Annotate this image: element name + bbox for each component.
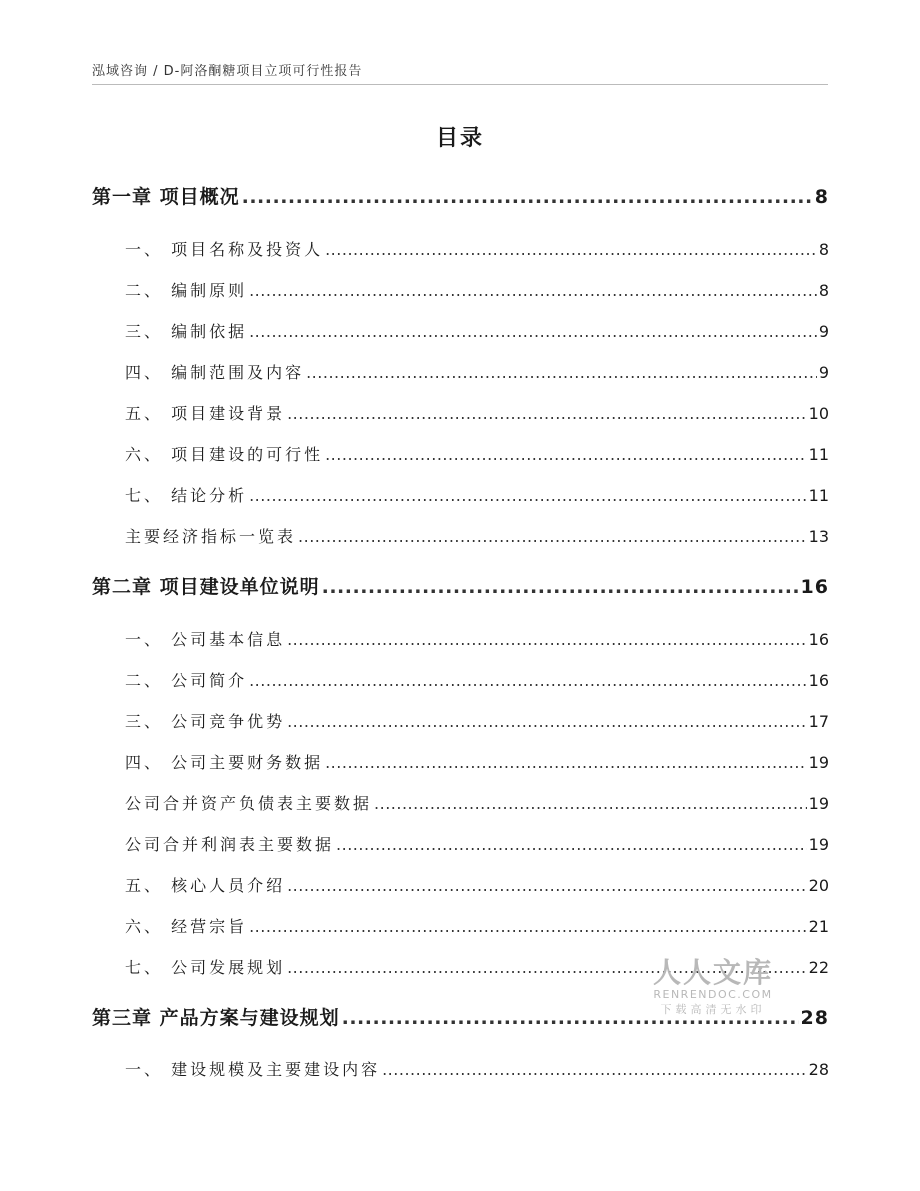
toc-entry-label: 第三章 产品方案与建设规划 — [92, 1007, 340, 1029]
toc-entry-page: 11 — [808, 445, 829, 464]
toc-entry-label: 二、 编制原则 — [125, 281, 248, 300]
toc-section[interactable] — [125, 442, 829, 465]
toc-section[interactable] — [125, 791, 829, 814]
toc-entry-page: 20 — [808, 876, 829, 895]
dot-leader — [249, 322, 817, 341]
toc-entry-page: 11 — [808, 486, 829, 505]
toc-entry-label: 第一章 项目概况 — [92, 186, 240, 208]
toc-entry-page: 8 — [814, 186, 829, 208]
dot-leader — [325, 753, 807, 772]
toc-entry-page: 13 — [808, 527, 829, 546]
toc-entry-label: 六、 经营宗旨 — [125, 917, 248, 936]
toc-section[interactable] — [125, 1057, 829, 1080]
toc-entry-label: 七、 结论分析 — [125, 486, 248, 505]
watermark-url: RENRENDOC.COM — [653, 988, 773, 1001]
toc-section[interactable] — [125, 278, 829, 301]
dot-leader — [249, 671, 807, 690]
toc-chapter-1[interactable] — [92, 182, 829, 209]
toc-section[interactable] — [125, 668, 829, 691]
toc-section[interactable] — [125, 750, 829, 773]
dot-leader — [374, 794, 807, 813]
toc-section[interactable] — [125, 709, 829, 732]
dot-leader — [287, 876, 807, 895]
toc-entry-label: 主要经济指标一览表 — [125, 527, 297, 546]
toc-entry-page: 17 — [808, 712, 829, 731]
dot-leader — [325, 445, 807, 464]
toc-entry-label: 三、 编制依据 — [125, 322, 248, 341]
toc-section[interactable] — [125, 360, 829, 383]
dot-leader — [298, 527, 807, 546]
toc-entry-label: 五、 项目建设背景 — [125, 404, 286, 423]
toc-entry-page: 21 — [808, 917, 829, 936]
toc-entry-page: 22 — [808, 958, 829, 977]
toc-entry-label: 第二章 项目建设单位说明 — [92, 576, 320, 598]
toc-section[interactable] — [125, 914, 829, 937]
toc-entry-page: 28 — [800, 1007, 829, 1029]
toc-title: 目录 — [435, 126, 484, 151]
toc-entry-page: 16 — [808, 630, 829, 649]
toc-entry-label: 七、 公司发展规划 — [125, 958, 286, 977]
toc-entry-page: 16 — [800, 576, 829, 598]
dot-leader — [382, 1060, 807, 1079]
watermark-logo-text: 人人文库 — [652, 956, 773, 989]
toc-entry-label: 四、 公司主要财务数据 — [125, 753, 324, 772]
dot-leader — [336, 835, 807, 854]
dot-leader — [242, 186, 813, 208]
toc-section[interactable] — [125, 401, 829, 424]
dot-leader — [287, 630, 807, 649]
toc-entry-label: 一、 建设规模及主要建设内容 — [125, 1060, 381, 1079]
site-watermark — [648, 958, 778, 1018]
toc-section[interactable] — [125, 319, 829, 342]
toc-entry-label: 一、 项目名称及投资人 — [125, 240, 324, 259]
toc-chapter-2[interactable] — [92, 572, 829, 599]
toc-entry-page: 8 — [818, 281, 829, 300]
toc-entry-page: 19 — [808, 835, 829, 854]
dot-leader — [287, 712, 807, 731]
toc-entry-label: 一、 公司基本信息 — [125, 630, 286, 649]
toc-entry-label: 公司合并资产负债表主要数据 — [125, 794, 373, 813]
toc-entry-label: 二、 公司简介 — [125, 671, 248, 690]
toc-entry-page: 16 — [808, 671, 829, 690]
watermark-tagline: 下载高清无水印 — [660, 1003, 766, 1016]
toc-section[interactable] — [125, 483, 829, 506]
toc-entry-label: 五、 核心人员介绍 — [125, 876, 286, 895]
dot-leader — [287, 404, 807, 423]
dot-leader — [249, 917, 807, 936]
dot-leader — [306, 363, 817, 382]
toc-entry-label: 三、 公司竞争优势 — [125, 712, 286, 731]
header-divider — [92, 84, 828, 85]
toc-section[interactable] — [125, 237, 829, 260]
toc-section[interactable] — [125, 524, 829, 547]
toc-entry-label: 四、 编制范围及内容 — [125, 363, 305, 382]
toc-entry-page: 19 — [808, 794, 829, 813]
dot-leader — [325, 240, 817, 259]
toc-entry-page: 28 — [808, 1060, 829, 1079]
toc-entry-page: 8 — [818, 240, 829, 259]
toc-entry-page: 9 — [818, 363, 829, 382]
toc-section[interactable] — [125, 832, 829, 855]
toc-section[interactable] — [125, 873, 829, 896]
running-header: 泓域咨询 / D-阿洛酮糖项目立项可行性报告 — [92, 64, 363, 79]
toc-entry-label: 六、 项目建设的可行性 — [125, 445, 324, 464]
dot-leader — [249, 486, 807, 505]
toc-section[interactable] — [125, 627, 829, 650]
toc-entry-page: 10 — [808, 404, 829, 423]
toc-entry-page: 9 — [818, 322, 829, 341]
dot-leader — [249, 281, 817, 300]
toc-entry-page: 19 — [808, 753, 829, 772]
toc-entry-label: 公司合并利润表主要数据 — [125, 835, 335, 854]
dot-leader — [322, 576, 799, 598]
